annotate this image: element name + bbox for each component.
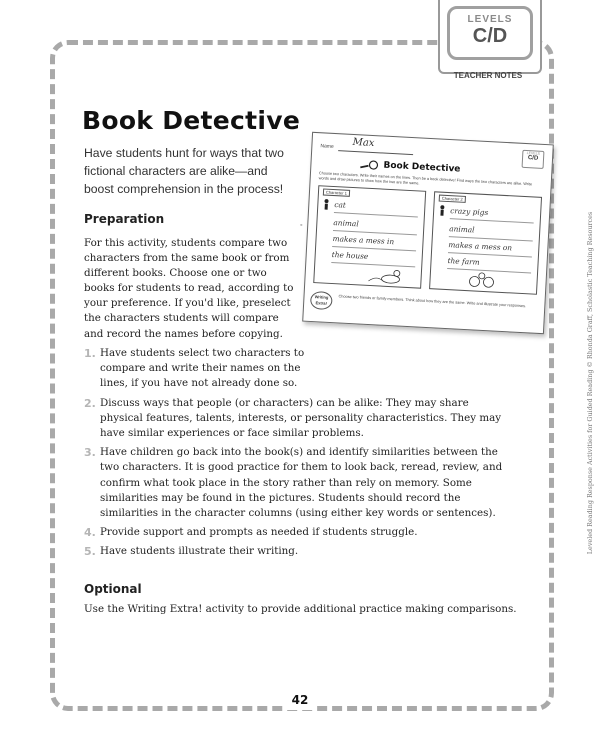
- thumb-instructions: Choose two characters. Write their names on the lines. Then be a book detective! Find ways the two characters are alike. Write words and draw pictures to show how the two are the same.: [318, 171, 533, 187]
- thumb-levels-box: [522, 150, 545, 169]
- steps-list: [84, 346, 509, 564]
- step-number: 2.: [84, 396, 96, 410]
- optional-heading: Optional: [84, 582, 142, 596]
- step-text: Have students select two characters to compare and write their names on the lines, if you have not already done so.: [100, 347, 305, 390]
- thumb-row: cat: [334, 199, 419, 217]
- thumb-row: animal: [333, 217, 418, 235]
- step-number: 1.: [84, 347, 96, 360]
- thumb-row: the farm: [447, 255, 532, 273]
- step-item: [84, 525, 509, 540]
- intro-text: Have students hunt for ways that two fictional characters are alike—and boost comprehension in the process!: [84, 146, 284, 196]
- step-number: 3.: [84, 446, 96, 460]
- person-icon: [322, 198, 331, 210]
- magnifying-glass-icon: [359, 159, 380, 172]
- thumb-name-line: [338, 150, 413, 155]
- step-item: [84, 445, 509, 521]
- thumb-row: makes a mess in: [332, 233, 417, 251]
- person-icon: [438, 205, 447, 217]
- step-text: Provide support and prompts as needed if students struggle.: [100, 526, 418, 539]
- thumb-extra-text: Choose two friends or family members. Think about how they are the same. Write and illustrate your responses.: [338, 294, 527, 309]
- worksheet-thumbnail: [302, 132, 554, 334]
- step-number: 5.: [84, 545, 96, 559]
- page-title: Book Detective: [82, 106, 301, 135]
- preparation-heading: Preparation: [84, 212, 165, 226]
- thumb-levels-value: C/D: [527, 155, 539, 162]
- page-number: 42: [284, 690, 316, 710]
- teacher-notes-label: TEACHER NOTES: [453, 71, 523, 80]
- thumb-side-mark: ≈: [300, 222, 303, 228]
- levels-value: C/D: [472, 25, 508, 47]
- thumb-levels-label: LEVELS: [526, 151, 541, 156]
- levels-box: [447, 6, 533, 60]
- thumb-row: the house: [331, 249, 416, 267]
- thumb-character-column-2: [429, 191, 542, 295]
- step-item: [84, 396, 509, 442]
- thumb-column-header: Character 2: [439, 195, 466, 203]
- preparation-text: For this activity, students compare two characters from the same book or from different books. Choose one or two books for students to read, according to your preference. If you'd like, preselect the characters students will compare and record the names before copying.: [84, 237, 294, 340]
- thumb-row: crazy pigs: [450, 205, 535, 223]
- writing-extra-badge: Writing Extra!: [310, 291, 333, 310]
- thumb-row: makes a mess on: [448, 239, 533, 257]
- pigs-drawing-icon: [462, 270, 503, 290]
- thumb-row: animal: [449, 223, 534, 241]
- levels-label: LEVELS: [467, 14, 513, 25]
- step-text: Discuss ways that people (or characters) can be alike: They may share physical features, talents, interests, or personality characteristics. They may have similar experiences or face similar problems.: [100, 396, 502, 440]
- thumb-character-column-1: [313, 185, 426, 289]
- thumb-name-value: Max: [352, 136, 375, 150]
- step-item: [84, 346, 310, 392]
- thumb-title: Book Detective: [383, 160, 461, 175]
- step-number: 4.: [84, 526, 96, 540]
- side-credit: Leveled Reading Response Activities for Guided Reading © Rhonda Graff, Scholastic Teaching Resources: [586, 211, 594, 555]
- thumb-column-header: Character 1: [323, 188, 350, 196]
- thumb-name-label: Name: [320, 143, 334, 150]
- optional-text: Use the Writing Extra! activity to provide additional practice making comparisons.: [84, 603, 517, 615]
- levels-tab: [438, 0, 542, 74]
- step-item: [84, 544, 509, 559]
- step-text: Have students illustrate their writing.: [100, 545, 299, 558]
- cat-drawing-icon: [366, 265, 407, 285]
- step-text: Have children go back into the book(s) and identify similarities between the two characters. It is good practice for them to look back, reread, review, and confirm what took place in the story rather than rely on memory. Some similarities may be found in the pictures. Students should record the similarities in the character columns (using either key words or sentences).: [100, 446, 503, 520]
